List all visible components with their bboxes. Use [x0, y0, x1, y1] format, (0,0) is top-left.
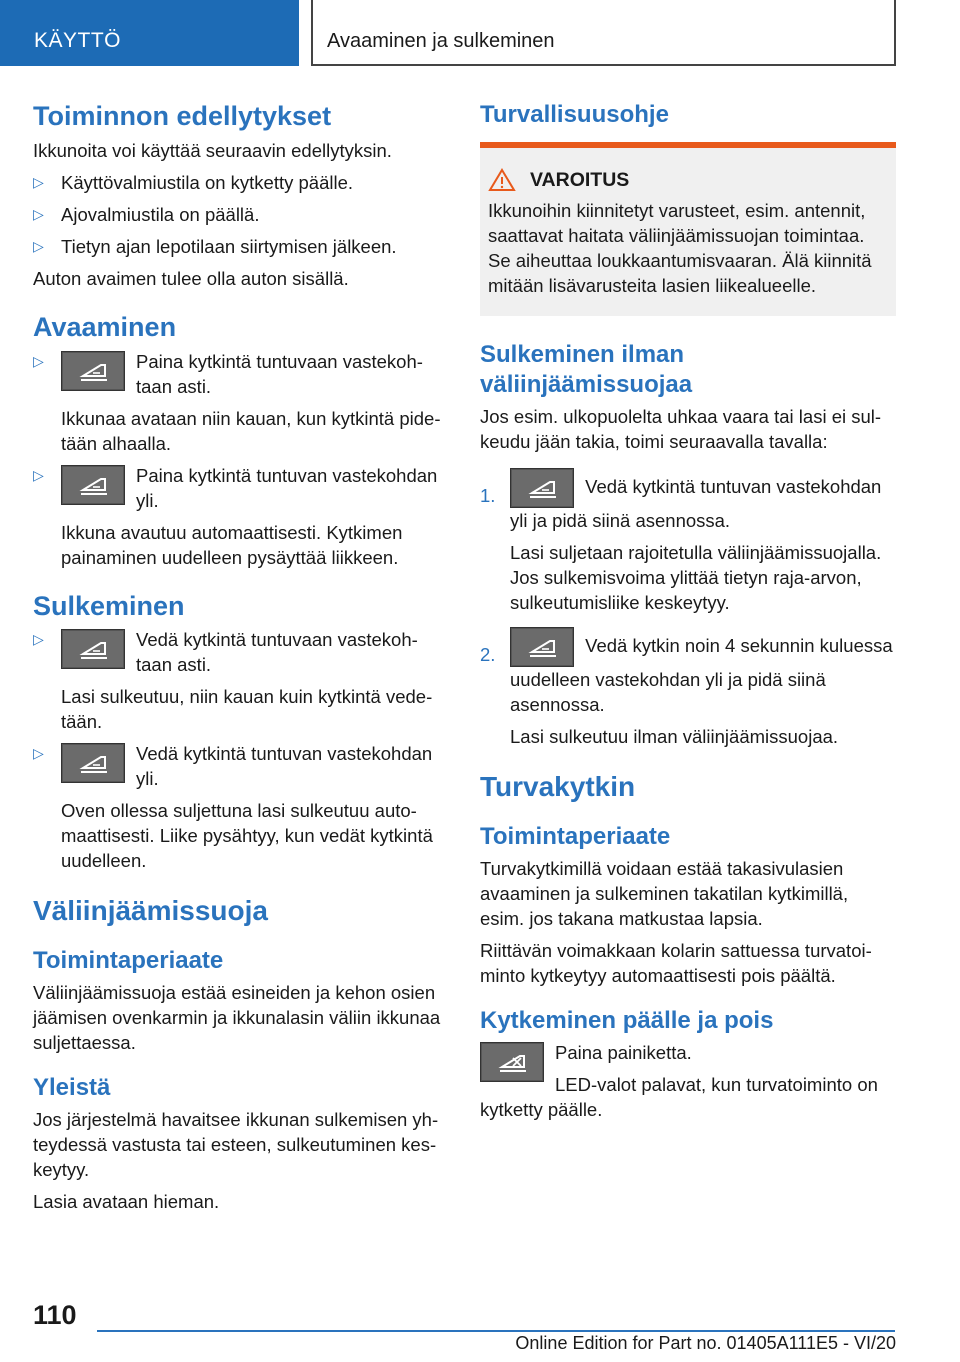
list-item: ▷ Vedä kytkintä tuntuvaan vastekohtaan asti. — [33, 629, 418, 676]
step-number: 1. — [480, 485, 496, 506]
bullet-triangle-icon: ▷ — [33, 466, 44, 483]
header-title-box — [311, 0, 896, 66]
paragraph: Lasi sulkeutuu ilman väliinjäämissuojaa. — [510, 726, 839, 747]
heading-sulkeminen: Sulkeminen — [33, 590, 185, 621]
heading-toiminnon-edellytykset: Toiminnon edellytykset — [33, 101, 332, 131]
paragraph: Ikkunoita voi käyttää seuraavin edellytyksin. — [33, 139, 392, 161]
paragraph: Lasia avataan hieman. — [33, 1191, 220, 1213]
paragraph: LED-valot palavat, kun turvatoiminto on kytketty päälle. — [480, 1074, 878, 1120]
heading-turvakytkin: Turvakytkin — [480, 771, 636, 802]
numbered-step: 1. Vedä kytkintä tuntuvan vastekohdan yli ja pidä siinä asennossa. — [480, 468, 896, 533]
window-switch-icon — [61, 743, 125, 783]
paragraph: Paina painiketta. — [555, 1042, 692, 1063]
header-section-label: KÄYTTÖ — [34, 29, 122, 52]
right-column — [480, 100, 896, 1129]
window-switch-icon — [61, 465, 125, 505]
paragraph: Lasi sulkeutuu, niin kauan kuin kytkintä vedetään. — [61, 686, 433, 733]
bullet-triangle-icon: ▷ — [33, 237, 44, 254]
window-switch-icon — [510, 468, 574, 508]
list-item: ▷ Vedä kytkintä tuntuvan vastekohdan yli. — [33, 743, 433, 790]
warning-box — [480, 142, 896, 316]
lock-switch-item — [480, 1040, 896, 1122]
warning-header — [488, 168, 888, 192]
window-switch-icon — [61, 351, 125, 391]
bullet-triangle-icon: ▷ — [33, 745, 44, 762]
header-section — [0, 0, 299, 66]
step-number: 2. — [480, 644, 496, 665]
window-switch-icon — [61, 629, 125, 669]
header-title: Avaaminen ja sulkeminen — [327, 30, 555, 52]
list-item: ▷ Paina kytkintä tuntuvan vastekohdan yli. — [33, 464, 438, 511]
heading-toimintaperiaate: Toimintaperiaate — [33, 947, 224, 975]
list-item: ▷ Tietyn ajan lepotilaan siirtymisen jälkeen. — [33, 235, 397, 257]
paragraph: Ikkunaa avataan niin kauan, kun kytkintä pidetään alhaalla. — [61, 407, 441, 454]
footer-edition: Online Edition for Part no. 01405A111E5 - VI/20 — [515, 1333, 896, 1353]
heading-avaaminen: Avaaminen — [33, 311, 177, 342]
heading-toimintaperiaate: Toimintaperiaate — [480, 823, 671, 850]
page-number: 110 — [33, 1300, 77, 1330]
list-item: ▷ Paina kytkintä tuntuvaan vastekohtaan asti. — [33, 350, 423, 397]
paragraph: Oven ollessa suljettuna lasi sulkeutuu automaattisesti. Liike pysähtyy, kun vedät kytkintä uudelleen. — [61, 800, 433, 872]
left-column — [33, 100, 447, 1221]
footer-divider — [97, 1330, 895, 1332]
child-lock-switch-icon — [480, 1042, 544, 1082]
paragraph: Väliinjäämissuoja estää esineiden ja kehon osien jäämisen ovenkarmin ja ikkunalasin väliin ikkunaa suljettaessa. — [33, 982, 441, 1054]
warning-title: VAROITUS — [530, 168, 630, 191]
paragraph: Riittävän voimakkaan kolarin sattuessa turvatoiminto kytkeytyy automaattisesti pois päältä. — [480, 940, 872, 986]
window-switch-icon — [510, 627, 574, 667]
heading-yleista: Yleistä — [33, 1074, 111, 1102]
warning-text: Ikkunoihin kiinnitetyt varusteet, esim. antennit, saattavat haitata väliinjäämissuojan toimintaa. Se aiheuttaa loukkaantumisvaaran. Älä kiinnitä mitään lisävarusteita lasien liikealueelle. — [488, 200, 872, 296]
warning-triangle-icon — [488, 168, 516, 192]
list-item: ▷ Ajovalmiustila on päällä. — [33, 203, 260, 225]
paragraph: Ikkuna avautuu automaattisesti. Kytkimen painaminen uudelleen pysäyttää liikkeen. — [61, 521, 403, 568]
heading-sulkeminen-ilman: Sulkeminen ilman väliinjäämissuojaa — [480, 341, 693, 398]
paragraph: Auton avaimen tulee olla auton sisällä. — [33, 267, 349, 289]
bullet-triangle-icon: ▷ — [33, 352, 44, 369]
paragraph: Turvakytkimillä voidaan estää takasivulasien avaaminen ja sulkeminen takatilan kytkimillä, esim. jos takana matkustaa lapsia. — [480, 858, 849, 929]
paragraph: Lasi suljetaan rajoitetulla väliinjäämissuojalla. Jos sulkemisvoima ylittää tietyn raja-arvon, sulkeutumisliike keskeytyy. — [510, 542, 882, 613]
heading-valiinjaamissuoja: Väliinjäämissuoja — [33, 895, 268, 927]
paragraph: Jos järjestelmä havaitsee ikkunan sulkemisen yhteydessä vastusta tai esteen, sulkeutuminen keskeytyy. — [33, 1109, 439, 1181]
bullet-triangle-icon: ▷ — [33, 173, 44, 190]
bullet-triangle-icon: ▷ — [33, 205, 44, 222]
heading-kytkeminen: Kytkeminen päälle ja pois — [480, 1007, 774, 1034]
list-item: ▷ Käyttövalmiustila on kytketty päälle. — [33, 171, 354, 193]
bullet-triangle-icon: ▷ — [33, 631, 44, 648]
heading-turvallisuusohje: Turvallisuusohje — [480, 101, 669, 128]
paragraph: Jos esim. ulkopuolelta uhkaa vaara tai lasi ei sulkeudu jään takia, toimi seuraavalla tavalla: — [480, 406, 882, 452]
numbered-step: 2. Vedä kytkin noin 4 sekunnin kuluessa uudelleen vastekohdan yli ja pidä siinä asennossa. — [480, 627, 896, 717]
